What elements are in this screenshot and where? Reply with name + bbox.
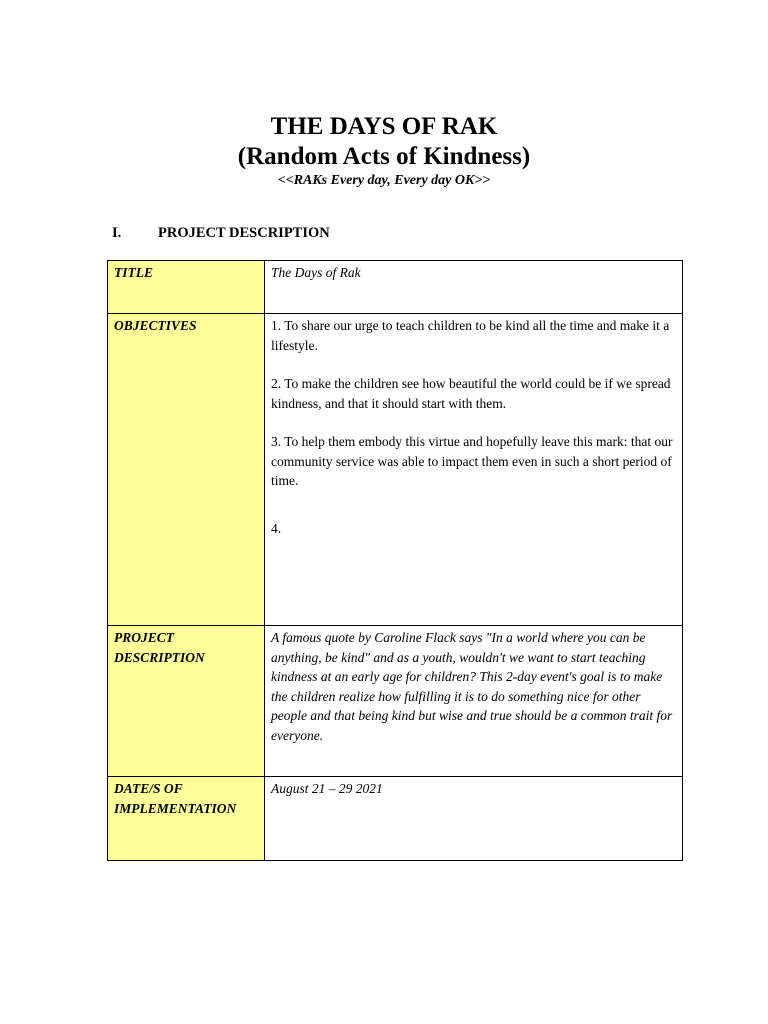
document-title-subline: (Random Acts of Kindness) bbox=[237, 143, 531, 170]
table-row-project-description bbox=[108, 626, 683, 777]
project-description-value: A famous quote by Caroline Flack says "In a world where you can be anything, be kind" and as a youth, wouldn't we want to start teaching kindness at an early age for children? This 2-day event's goal is to make the children realize how fulfilling it is to do something nice for other people and that being kind but wise and true should be a common trait for everyone. bbox=[265, 626, 683, 777]
document-title: THE DAYS OF RAK bbox=[270, 113, 498, 140]
table-row-dates bbox=[108, 777, 683, 861]
table-row-title bbox=[108, 261, 683, 314]
document-tagline: <<RAKs Every day, Every day OK>> bbox=[277, 173, 491, 188]
title-label: TITLE bbox=[108, 261, 265, 314]
objectives-value bbox=[265, 314, 683, 626]
objectives-label: OBJECTIVES bbox=[108, 314, 265, 626]
section-title: PROJECT DESCRIPTION bbox=[158, 225, 330, 241]
project-description-label: PROJECT DESCRIPTION bbox=[108, 626, 265, 777]
title-value: The Days of Rak bbox=[265, 261, 683, 314]
project-description-table bbox=[107, 260, 683, 861]
dates-value: August 21 – 29 2021 bbox=[265, 777, 683, 861]
table-row-objectives bbox=[108, 314, 683, 626]
objective-item: 4. bbox=[271, 520, 282, 536]
section-heading bbox=[112, 224, 330, 242]
dates-label: DATE/S OF IMPLEMENTATION bbox=[108, 777, 265, 861]
objective-item: 3. To help them embody this virtue and hopefully leave this mark: that our community service was able to impact them even in such a short period of time. bbox=[271, 434, 673, 488]
objective-item: 2. To make the children see how beautiful the world could be if we spread kindness, and that it should start with them. bbox=[271, 376, 671, 411]
section-number: I. bbox=[112, 225, 122, 241]
objective-item: 1. To share our urge to teach children to be kind all the time and make it a lifestyle. bbox=[271, 318, 670, 353]
